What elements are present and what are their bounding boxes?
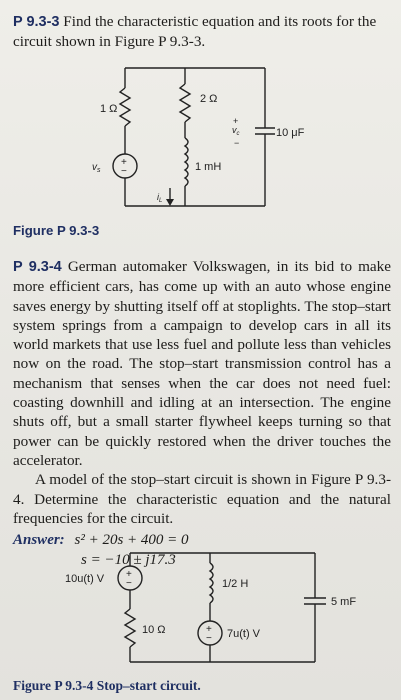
resistor-10ohm: [125, 609, 135, 647]
figure-caption: Figure P 9.3-4 Stop–start circuit.: [13, 678, 201, 693]
vc-label: $v_c$: [232, 125, 240, 137]
figure-caption: Figure P 9.3-3: [13, 223, 100, 238]
figure-9-3-4-circuit: [45, 545, 365, 670]
resistor-2ohm: [180, 84, 190, 122]
vs-plus: +: [121, 157, 127, 168]
res-label: 10 Ω: [142, 624, 166, 636]
vs-label: $v_s$: [92, 162, 101, 174]
problem-label: P 9.3-3: [13, 14, 60, 30]
ind-label: 1/2 H: [222, 578, 249, 590]
problem-text: Find the characteristic equation and its roots for the circuit shown in Figure P 9.3-3.: [13, 13, 377, 51]
r2-label: 2 Ω: [200, 93, 218, 105]
vs-minus: −: [121, 166, 127, 177]
figure-9-3-4-caption-wrap: [13, 677, 391, 695]
vc-minus: −: [234, 138, 240, 148]
ind-label: 1 mH: [195, 161, 222, 173]
problem-label: P 9.3-4: [13, 259, 62, 275]
src2-minus: −: [206, 633, 212, 644]
src1-minus: −: [126, 578, 132, 589]
problem-paragraph-2: A model of the stop–start circuit is shown in Figure P 9.3-4. Determine the characteristic equation and the natural frequencies for the circuit.: [13, 471, 391, 527]
src1-plus: +: [126, 569, 132, 580]
resistor-1ohm: [120, 88, 130, 126]
answer-equation-2: s = −10 ± j17.3: [81, 552, 176, 569]
problem-9-3-3: [13, 12, 391, 52]
il-label: $i_L$: [157, 192, 163, 204]
answer-label: Answer:: [13, 532, 65, 549]
problem-9-3-4: [13, 257, 391, 571]
current-arrow-icon: [166, 199, 174, 206]
r1-label: 1 Ω: [100, 103, 118, 115]
inductor-1mh: [185, 138, 188, 186]
problem-paragraph-1: German automaker Volkswagen, in its bid to make more efficient cars, has come up with an auto whose engine saves energy by shutting itself off at stoplights. The stop–start system springs from a campaign to develop cars in all its world markets that use less fuel and pollute less than vehicles now on the road. The stop–start transmission control has a mechanism that senses when the car does not need fuel: coasting downhill and idling at an intersection. The engine shuts off, but a small starter flywheel keeps turning so that power can be quickly restored when the driver touches the accelerator.: [13, 258, 391, 469]
cap-label: 10 μF: [276, 127, 305, 139]
inductor-half-h: [210, 563, 213, 603]
cap-label: 5 mF: [331, 596, 357, 608]
figure-9-3-3-caption-wrap: [13, 222, 391, 240]
answer-equation-1: s² + 20s + 400 = 0: [74, 532, 189, 549]
src1-label: 10u(t) V: [65, 573, 105, 585]
figure-9-3-3-circuit: [80, 58, 305, 218]
vc-plus: +: [233, 116, 239, 126]
src2-plus: +: [206, 624, 212, 635]
src2-label: 7u(t) V: [227, 628, 261, 640]
